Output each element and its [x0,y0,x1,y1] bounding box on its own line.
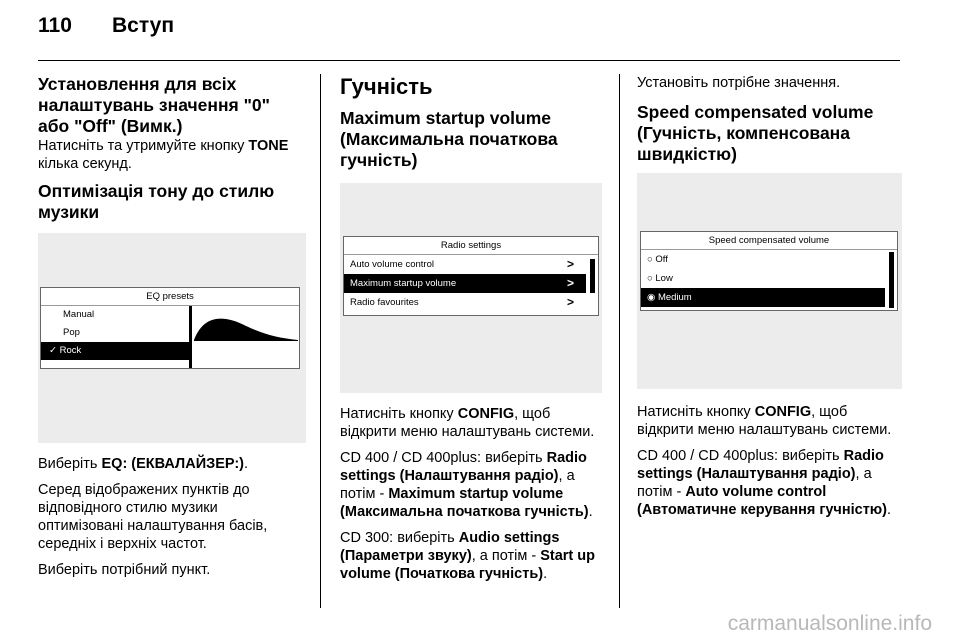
header-rule [38,60,900,61]
eq-presets-screen [40,287,300,369]
speed-compensated-figure [637,173,902,389]
screen-title: Speed compensated volume [641,232,897,250]
column-3 [637,74,902,519]
column-divider-1 [320,74,321,608]
radio-settings-figure [340,183,602,393]
set-value-instruction: Установіть потрібне значення. [637,75,841,91]
section-heading-reset: Установлення для всіх налаштувань значення "0" або "Off" (Вимк.) [38,74,270,136]
list-item: Auto volume control > [350,257,574,271]
radio-selected-icon: ◉ [647,292,656,303]
screen-title: Radio settings [344,237,598,255]
config-instruction: Натисніть кнопку CONFIG, щоб відкрити меню налаштувань системи. [637,404,892,438]
scrollbar [889,252,894,308]
watermark: carmanualsonline.info [727,612,932,635]
radio-option: ○ Off [647,254,668,265]
eq-presets-figure [38,233,306,443]
speed-compensated-screen [640,231,898,311]
check-icon: ✓ [49,345,57,356]
subheading-speed-compensated-volume: Speed compensated volume (Гучність, компенсована швидкістю) [637,102,874,164]
section-heading-tone-optimisation: Оптимізація тону до стилю музики [38,181,275,222]
select-item-instruction: Виберіть потрібний пункт. [38,562,211,578]
select-eq-instruction: Виберіть EQ: (ЕКВАЛАЙЗЕР:). [38,456,249,472]
cd400-instruction: CD 400 / CD 400plus: виберіть Radio settings (Налаштування радіо), а потім - Maximum startup volume (Максимальна початкова гучність). [340,450,593,520]
list-item: Radio favourites > [350,295,574,309]
radio-option: ○ Low [647,273,673,284]
scrollbar [590,259,595,293]
subheading-max-startup-volume: Maximum startup volume (Максимальна початкова гучність) [340,108,558,170]
section-heading-volume: Гучність [340,74,433,99]
page-title: Вступ [112,14,175,37]
page-header [38,14,174,38]
config-instruction: Натисніть кнопку CONFIG, щоб відкрити меню налаштувань системи. [340,406,595,440]
cd300-instruction: CD 300: виберіть Audio settings (Параметри звуку), а потім - Start up volume (Початкова гучність). [340,530,595,582]
cd400-instruction: CD 400 / CD 400plus: виберіть Radio settings (Налаштування радіо), а потім - Auto volume control (Автоматичне керування гучністю). [637,448,892,518]
radio-option-selected: ◉ Medium [641,288,885,307]
list-item: Manual [63,309,95,320]
column-2 [340,74,602,583]
list-item-selected: ✓ Rock [41,342,189,360]
radio-settings-screen [343,236,599,316]
eq-curve-graphic [194,310,298,366]
screen-title: EQ presets [41,288,299,306]
scrollbar [189,306,192,368]
column-divider-2 [619,74,620,608]
radio-empty-icon: ○ [647,254,653,265]
eq-description: Серед відображених пунктів до відповідного стилю музики оптимізовані налаштування басів, середніх і верхніх частот. [38,482,268,552]
radio-empty-icon: ○ [647,273,653,284]
list-item: Pop [63,327,80,338]
page-number: 110 [38,14,72,37]
reset-instruction: Натисніть та утримуйте кнопку TONE кілька секунд. [38,138,289,172]
list-item-selected: Maximum startup volume > [344,274,586,293]
column-1 [38,74,306,579]
